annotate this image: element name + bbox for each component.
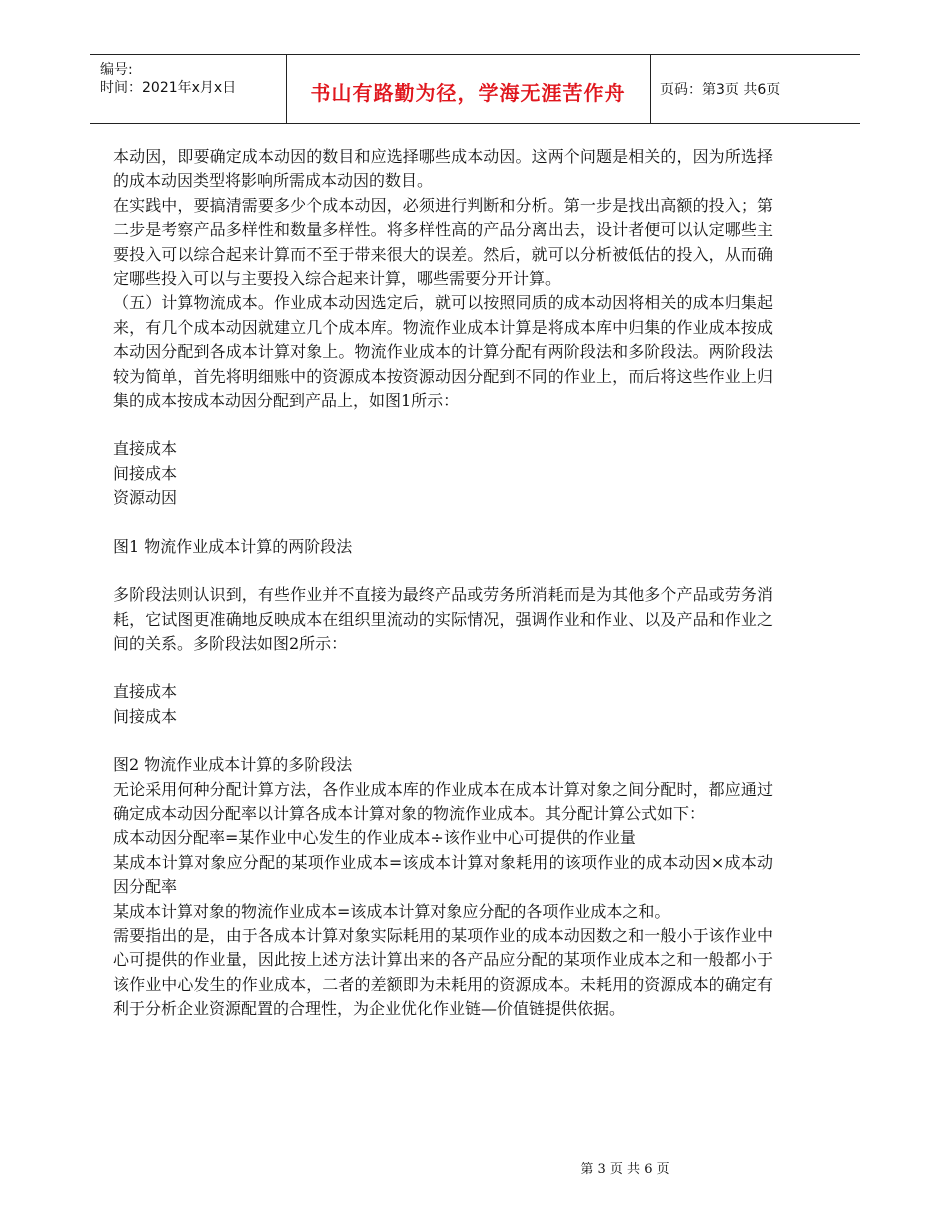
header-page-cell	[650, 55, 860, 123]
page-header	[90, 54, 860, 124]
figure2-caption: 图2 物流作业成本计算的多阶段法	[113, 755, 353, 775]
document-time-label: 时间：2021年x月x日	[100, 80, 237, 96]
figure1-caption: 图1 物流作业成本计算的两阶段法	[113, 536, 353, 556]
paragraph-cost-driver-count: 本动因，即要确定成本动因的数目和应选择哪些成本动因。这两个问题是相关的，因为所选择的成本动因类型将影响所需成本动因的数目。	[113, 147, 773, 191]
page-footer: 第 3 页 共 6 页	[580, 1162, 670, 1177]
document-body	[113, 145, 773, 1022]
paragraph-multi-stage: 多阶段法则认识到，有些作业并不直接为最终产品或劳务所消耗而是为其他多个产品或劳务消耗，它试图更准确地反映成本在组织里流动的实际情况，强调作业和作业、以及产品和作业之间的关系。多阶段法如图2所示：	[113, 585, 773, 653]
header-info-cell	[90, 55, 287, 123]
formula-driver-rate: 成本动因分配率=某作业中心发生的作业成本÷该作业中心可提供的作业量	[113, 828, 636, 848]
header-motto-cell	[286, 55, 651, 123]
paragraph-calculate-logistics-cost: （五）计算物流成本。作业成本动因选定后，就可以按照同质的成本动因将相关的成本归集起来，有几个成本动因就建立几个成本库。物流作业成本计算是将成本库中归集的作业成本按成本动因分配到各成本计算对象上。物流作业成本的计算分配有两阶段法和多阶段法。两阶段法较为简单，首先将明细账中的资源成本按资源动因分配到不同的作业上，而后将这些作业上归集的成本按成本动因分配到产品上，如图1所示：	[113, 293, 773, 411]
paragraph-allocation-method: 无论采用何种分配计算方法，各作业成本库的作业成本在成本计算对象之间分配时，都应通过确定成本动因分配率以计算各成本计算对象的物流作业成本。其分配计算公式如下：	[113, 779, 773, 823]
figure2-item-indirect-cost: 间接成本	[113, 706, 178, 726]
formula-logistics-cost: 某成本计算对象的物流作业成本=该成本计算对象应分配的各项作业成本之和。	[113, 901, 671, 921]
figure1-item-resource-driver: 资源动因	[113, 488, 178, 508]
paragraph-unused-resources: 需要指出的是，由于各成本计算对象实际耗用的某项作业的成本动因数之和一般小于该作业中心可提供的作业量，因此按上述方法计算出来的各产品应分配的某项作业成本之和一般都小于该作业中心发生的作业成本，二者的差额即为未耗用的资源成本。未耗用的资源成本的确定有利于分析企业资源配置的合理性，为企业优化作业链—价值链提供依据。	[113, 925, 773, 1019]
figure1-item-direct-cost: 直接成本	[113, 439, 178, 459]
figure2-item-direct-cost: 直接成本	[113, 682, 178, 702]
header-page-code: 页码：第3页 共6页	[660, 82, 781, 98]
formula-activity-cost: 某成本计算对象应分配的某项作业成本=该成本计算对象耗用的该项作业的成本动因×成本动因分配率	[113, 852, 773, 897]
header-motto: 书山有路勤为径，学海无涯苦作舟	[310, 81, 626, 105]
figure1-item-indirect-cost: 间接成本	[113, 463, 178, 483]
paragraph-practice-analysis: 在实践中，要搞清需要多少个成本动因，必须进行判断和分析。第一步是找出高额的投入；第二步是考察产品多样性和数量多样性。将多样性高的产品分离出去，设计者便可以认定哪些主要投入可以综合起来计算而不至于带来很大的误差。然后，就可以分析被低估的投入，从而确定哪些投入可以与主要投入综合起来计算，哪些需要分开计算。	[113, 195, 773, 289]
document-number-label: 编号:	[100, 62, 133, 78]
